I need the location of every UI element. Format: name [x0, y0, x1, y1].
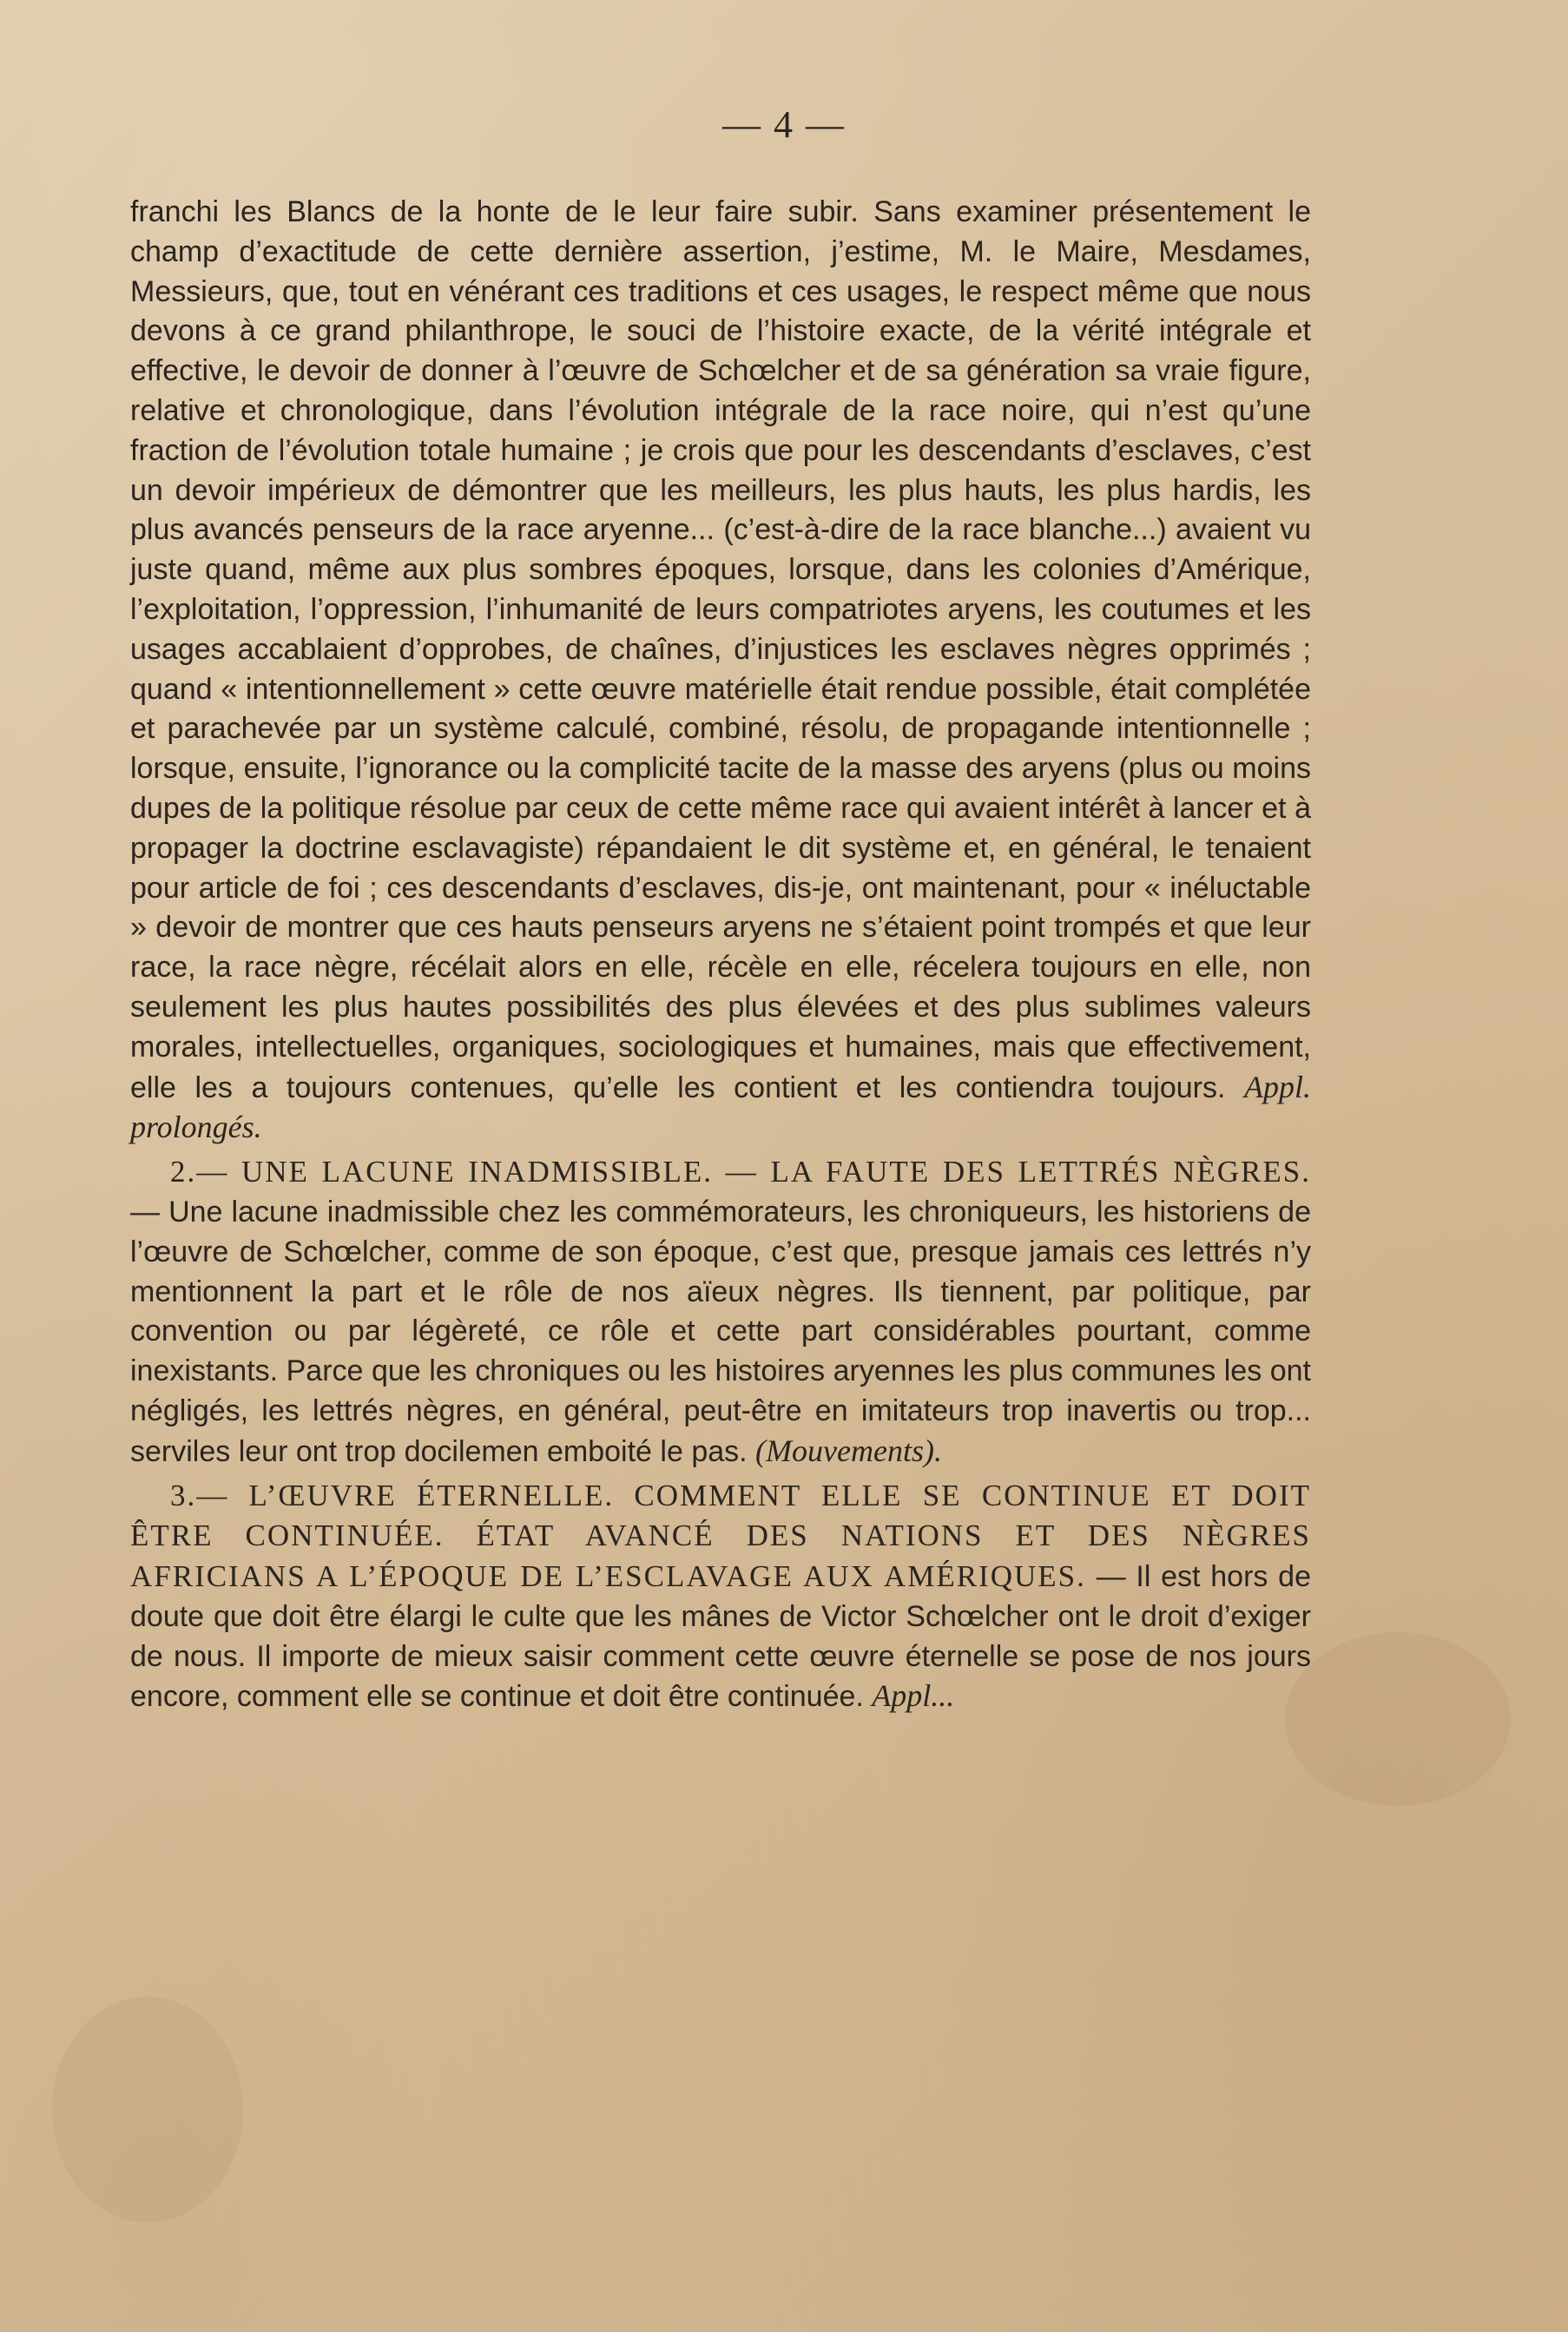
paragraph-2: [130, 1152, 1311, 1472]
paragraph-3: [130, 1476, 1311, 1718]
section-2-number: 2.: [170, 1155, 197, 1189]
page-number: — 4 —: [722, 103, 846, 146]
paragraph-2-text: — Une lacune inadmissible chez les commémorateurs, les chroniqueurs, les historiens de l’œuvre de Schœlcher, comme de son époque, c’est que, presque jamais ces lettrés n’y mentionnent la part et le rôle de nos aïeux nègres. Ils tiennent, par politique, par convention ou par légèreté, ce rôle et cette part considérables pourtant, comme inexistants. Parce que les chroniques ou les histoires aryennes les plus communes les ont négligés, les lettrés nègres, en général, peut-être en imitateurs trop inavertis ou trop... serviles leur ont trop docilemen emboité le pas.: [130, 1195, 1311, 1468]
paragraph-1-text: franchi les Blancs de la honte de le leur faire subir. Sans examiner présentement le champ d’exactitude de cette dernière assertion, j’estime, M. le Maire, Mesdames, Messieurs, que, tout en vénérant ces traditions et ces usages, le respect même que nous devons à ce grand philanthrope, le souci de l’histoire exacte, de la vérité intégrale et effective, le devoir de donner à l’œuvre de Schœlcher et de sa génération sa vraie figure, relative et chronologique, dans l’évolution intégrale de la race noire, qui n’est qu’une fraction de l’évolution totale humaine ; je crois que pour les descendants d’esclaves, c’est un devoir impérieux de démontrer que les meilleurs, les plus hauts, les plus hardis, les plus avancés penseurs de la race aryenne... (c’est-à-dire de la race blanche...) avaient vu juste quand, même aux plus sombres époques, lorsque, dans les colonies d’Amérique, l’exploitation, l’oppression, l’inhumanité de leurs compatriotes aryens, les coutumes et les usages accablaient d’opprobes, de chaînes, d’injustices les esclaves nègres opprimés ; quand « intentionnellement » cette œuvre matérielle était rendue possible, était complétée et parachevée par un système calculé, combiné, résolu, de propagande intentionnelle ; lorsque, ensuite, l’ignorance ou la complicité tacite de la masse des aryens (plus ou moins dupes de la politique résolue par ceux de cette même race qui avaient intérêt à lancer et à propager la doctrine esclavagiste) répandaient le dit système et, en général, le tenaient pour article de foi ; ces descendants d’esclaves, dis-je, ont maintenant, pour « inéluctable » devoir de montrer que ces hauts penseurs aryens ne s’étaient point trompés et que leur race, la race nègre, récélait alors en elle, récèle en elle, récelera toujours en elle, non seulement les plus hautes possibilités des plus élevées et des plus sublimes valeurs morales, intellectuelles, organiques, sociologiques et humaines, mais que effectivement, elle les a toujours contenues, qu’elle les contient et les contiendra toujours.: [130, 195, 1311, 1104]
paper-stain: [52, 1997, 243, 2223]
paragraph-3-text: — Il est hors de doute que doit être élargi le culte que les mânes de Victor Schœlcher ont le droit d’exiger de nous. Il importe de mieux saisir comment cette œuvre éternelle se pose de nos jours encore, comment elle se continue et doit être continuée.: [130, 1560, 1311, 1714]
paper-stain: [1285, 1632, 1511, 1806]
paragraph-2-applause: (Mouvements).: [755, 1433, 942, 1468]
section-3-heading: — L’ŒUVRE ÉTERNELLE. COMMENT ELLE SE CONTINUE ET DOIT ÊTRE CONTINUÉE. ÉTAT AVANCÉ DES NATIONS ET DES NÈGRES AFRICIANS A L’ÉPOQUE DE L’ESCLAVAGE AUX AMÉRIQUES.: [130, 1478, 1311, 1594]
body-text: [130, 193, 1311, 1717]
section-2-heading: — UNE LACUNE INADMISSIBLE. — LA FAUTE DES LETTRÉS NÈGRES.: [196, 1155, 1311, 1189]
paragraph-1-applause: Appl. prolongés.: [130, 1069, 1311, 1145]
paragraph-1: [130, 193, 1311, 1149]
section-3-number: 3.: [170, 1478, 197, 1512]
paragraph-3-applause: Appl...: [872, 1678, 955, 1714]
